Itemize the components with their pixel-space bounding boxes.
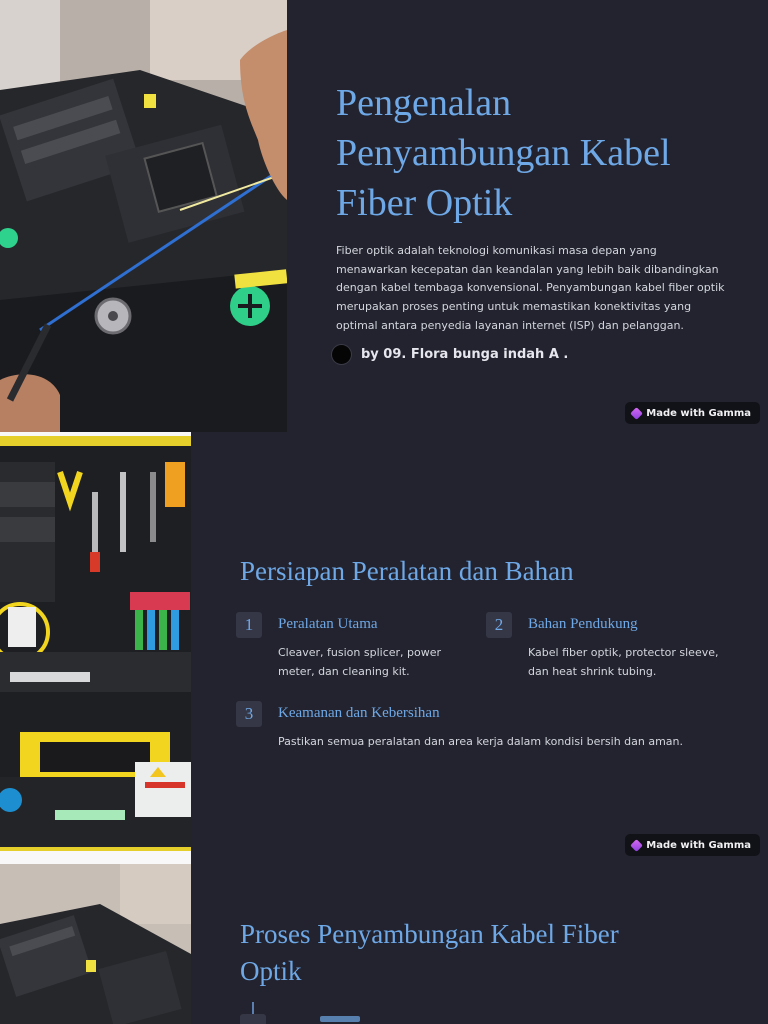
item-number-badge: 1 [236, 612, 262, 638]
badge-label: Made with Gamma [646, 407, 751, 419]
fusion-splicer-photo [0, 0, 287, 432]
slide-process [0, 864, 768, 1024]
item-description: Pastikan semua peralatan dan area kerja dalam kondisi bersih dan aman. [278, 735, 684, 748]
avatar [332, 345, 351, 364]
badge-label: Made with Gamma [646, 839, 751, 851]
toolkit-photo [0, 432, 191, 864]
made-with-gamma-badge[interactable] [625, 834, 760, 856]
author-name: by 09. Flora bunga indah A . [361, 347, 569, 362]
item-title: Keamanan dan Kebersihan [278, 705, 440, 721]
author-byline [332, 345, 568, 364]
slide-preparation [0, 432, 768, 864]
slide-description: Fiber optik adalah teknologi komunikasi masa depan yang menawarkan kecepatan dan keandalan yang lebih baik dibandingkan dengan kabel tembaga konvensional. Penyambungan kabel fiber optik merupakan proses penting untuk memastikan konektivitas yang optimal antara penyedia layanan internet (ISP) dan pelanggan. [336, 244, 725, 332]
slide-intro [0, 0, 768, 432]
gamma-logo-icon [630, 839, 643, 852]
item-description: Kabel fiber optik, protector sleeve, dan heat shrink tubing. [528, 646, 719, 678]
toolkit-illustration [0, 432, 191, 864]
item-title: Bahan Pendukung [528, 616, 638, 632]
step-title-peek [320, 1016, 360, 1022]
item-description: Cleaver, fusion splicer, power meter, dan cleaning kit. [278, 646, 442, 678]
slide-title: Pengenalan Penyambungan Kabel Fiber Optik [336, 82, 671, 224]
fusion-splicer-photo [0, 864, 191, 1024]
made-with-gamma-badge[interactable] [625, 402, 760, 424]
step-number-badge [240, 1014, 266, 1024]
slide-title: Proses Penyambungan Kabel Fiber Optik [240, 919, 619, 986]
slide-title: Persiapan Peralatan dan Bahan [240, 556, 574, 586]
fusion-splicer-illustration [0, 0, 287, 432]
fusion-splicer-illustration [0, 864, 191, 1024]
gamma-logo-icon [630, 407, 643, 420]
item-number-badge: 3 [236, 701, 262, 727]
item-number-badge: 2 [486, 612, 512, 638]
item-title: Peralatan Utama [278, 616, 378, 632]
